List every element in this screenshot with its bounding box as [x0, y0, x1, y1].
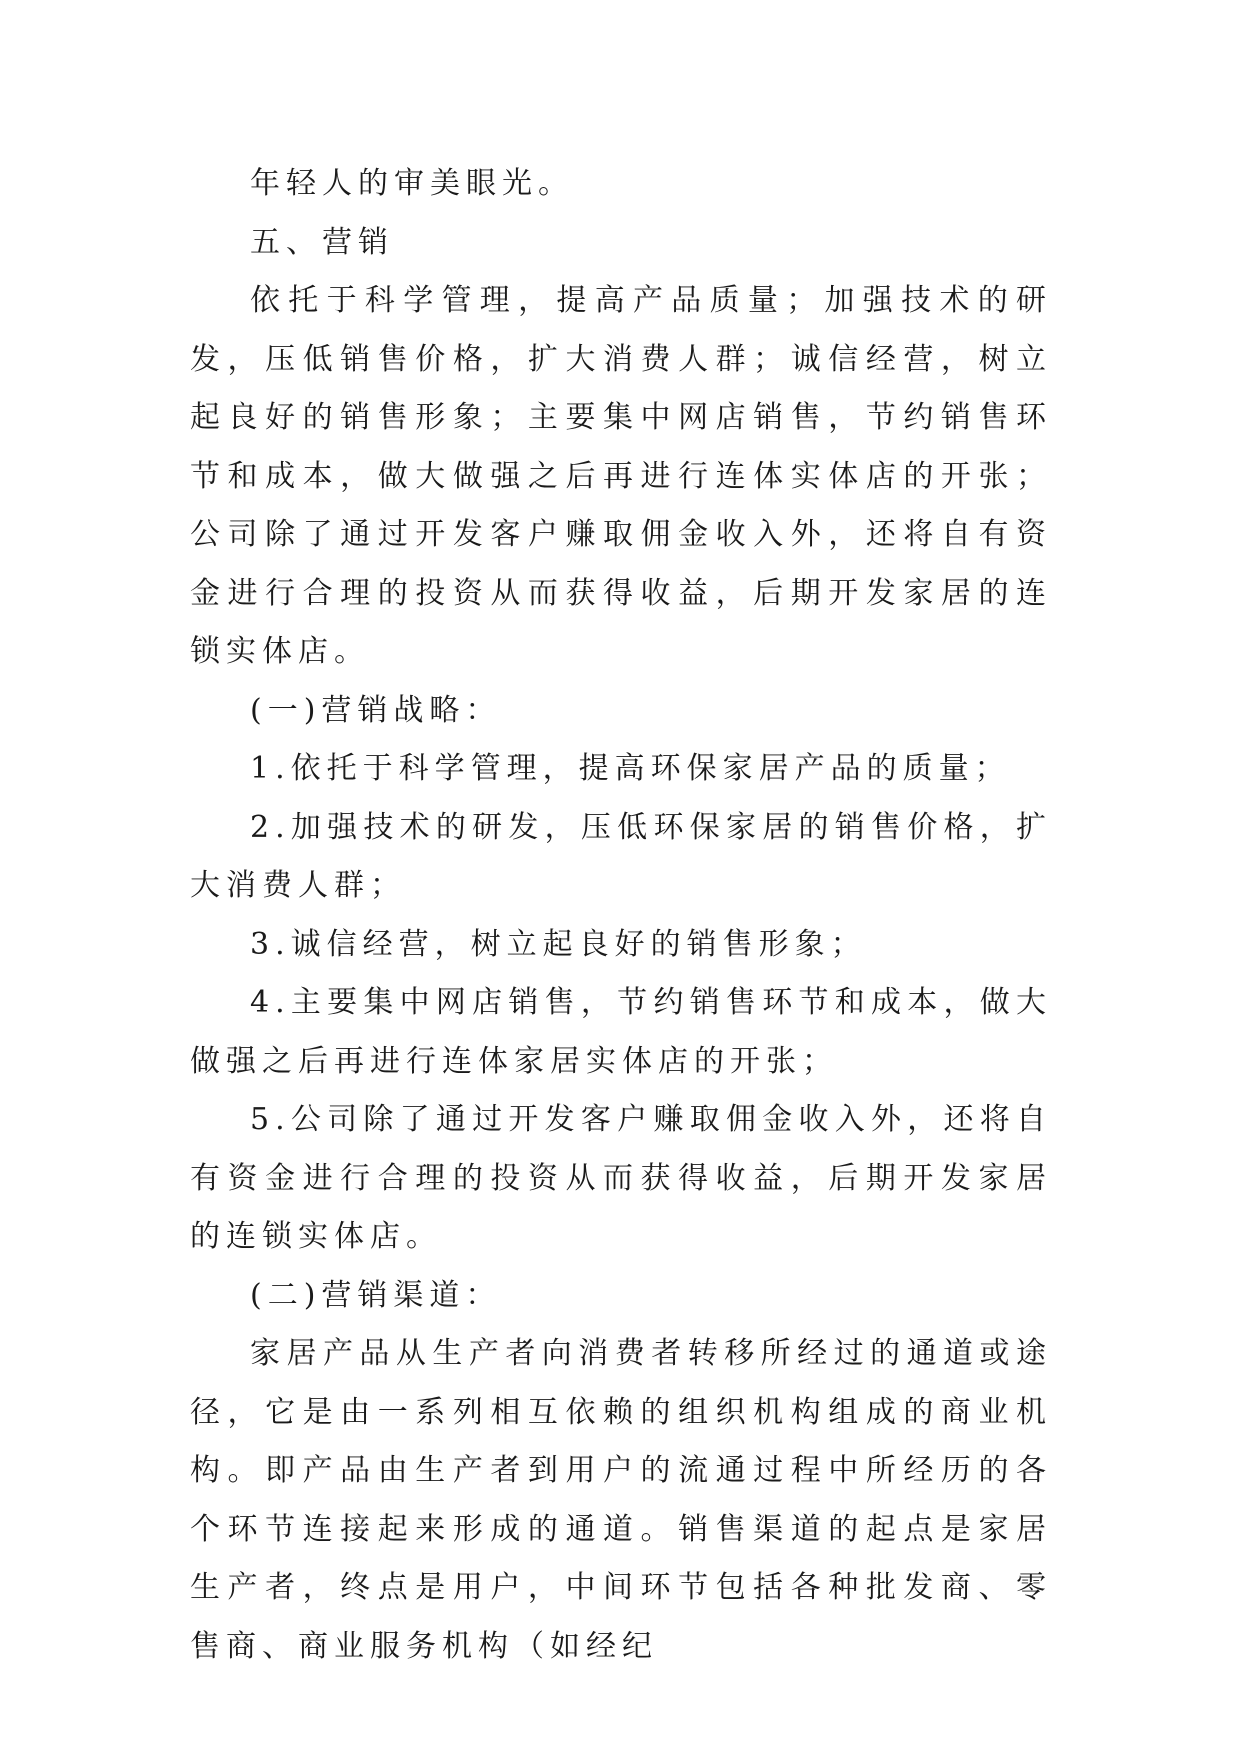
list-item-strategy-1: 1.依托于科学管理，提高环保家居产品的质量；: [250, 751, 1011, 786]
document-body: [190, 155, 1052, 1676]
list-item-strategy-5: 5.公司除了通过开发客户赚取佣金收入外，还将自有资金进行合理的投资从而获得收益，后期开发家居的连锁实体店。: [190, 1102, 1052, 1254]
section-heading-marketing: 五、营销: [250, 224, 394, 260]
subheading-marketing-channels: (二)营销渠道：: [250, 1277, 502, 1313]
paragraph-marketing-overview: 依托于科学管理，提高产品质量；加强技术的研发，压低销售价格，扩大消费人群；诚信经营，树立起良好的销售形象；主要集中网店销售，节约销售环节和成本，做大做强之后再进行连体实体店的开张；公司除了通过开发客户赚取佣金收入外，还将自有资金进行合理的投资从而获得收益，后期开发家居的连锁实体店。: [190, 283, 1052, 669]
paragraph-continuation: 年轻人的审美眼光。: [250, 166, 574, 201]
list-item-strategy-4: 4.主要集中网店销售，节约销售环节和成本，做大做强之后再进行连体家居实体店的开张；: [190, 985, 1052, 1079]
subheading-marketing-strategy: (一)营销战略：: [250, 692, 502, 728]
paragraph-channels-description: 家居产品从生产者向消费者转移所经过的通道或途径，它是由一系列相互依赖的组织机构组成的商业机构。即产品由生产者到用户的流通过程中所经历的各个环节连接起来形成的通道。销售渠道的起点是家居生产者，终点是用户，中间环节包括各种批发商、零售商、商业服务机构（如经纪: [190, 1336, 1052, 1664]
list-item-strategy-3: 3.诚信经营，树立起良好的销售形象；: [250, 926, 867, 962]
list-item-strategy-2: 2.加强技术的研发，压低环保家居的销售价格，扩大消费人群；: [190, 809, 1052, 903]
